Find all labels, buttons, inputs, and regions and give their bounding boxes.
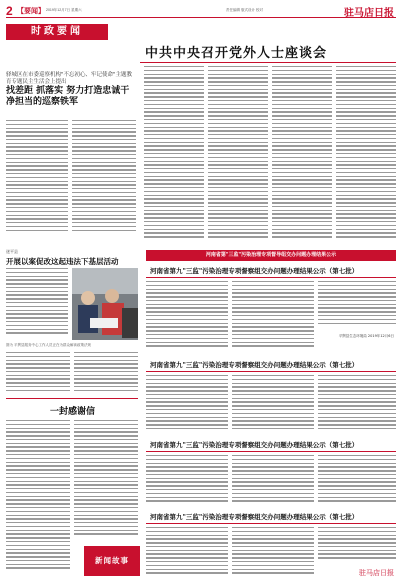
main-headline: 中共中央召开党外人士座谈会 xyxy=(145,46,328,61)
page-header xyxy=(6,4,396,18)
main-article-col3 xyxy=(272,66,332,244)
notice-banner: 河南省第"三监"污染治理专项督导组交办问题办理结果公示 xyxy=(146,250,396,261)
lower-headline: 开展以案促改这起违法下基层活动 xyxy=(6,257,119,266)
notice-3-col3 xyxy=(318,455,396,507)
notice-signature-1: 平舆县生态环境局 2019年12月6日 xyxy=(338,334,394,338)
essay-col2 xyxy=(74,420,138,540)
essay-title: 一封感谢信 xyxy=(50,407,96,417)
notice-2-col3 xyxy=(318,375,396,435)
notice-rule-4 xyxy=(146,523,396,524)
notice-4-col3 xyxy=(318,527,396,563)
essay-rule xyxy=(6,398,138,399)
notice-title-3: 河南省第九"三监"污染治理专项督察组交办问题办理结果公示（第七批） xyxy=(150,441,359,449)
main-article-col2 xyxy=(208,66,268,244)
notice-3-col2 xyxy=(232,455,314,507)
main-article-col4 xyxy=(336,66,396,244)
news-story-box: 新闻故事 xyxy=(84,546,140,576)
notice-1-col3 xyxy=(318,281,396,329)
notice-rule-1 xyxy=(146,277,396,278)
lead-article-col1 xyxy=(6,120,68,238)
editor-line: 责任编辑 版式设计 校对 xyxy=(226,8,263,12)
news-photo xyxy=(72,268,138,340)
notice-1-col1 xyxy=(146,281,228,353)
notice-2-col2 xyxy=(232,375,314,435)
column-banner: 时政要闻 xyxy=(6,24,108,40)
notice-title-2: 河南省第九"三监"污染治理专项督察组交办问题办理结果公示（第七批） xyxy=(150,361,359,369)
notice-title-4: 河南省第九"三监"污染治理专项督察组交办问题办理结果公示（第七批） xyxy=(150,513,359,521)
notice-title-1: 河南省第九"三监"污染治理专项督察组交办问题办理结果公示（第七批） xyxy=(150,267,359,275)
lead-headline: 找差距 抓落实 努力打造忠诚干净担当的巡察铁军 xyxy=(6,86,130,107)
headline-rule xyxy=(140,62,396,63)
lower-article-col3 xyxy=(6,352,70,396)
newspaper-masthead: 驻马店日报 xyxy=(344,8,394,19)
masthead-watermark: 驻马店日报 xyxy=(359,570,394,577)
notice-rule-2 xyxy=(146,371,396,372)
lead-article-col2 xyxy=(72,120,136,238)
notice-4-col2 xyxy=(232,527,314,577)
photo-caption: 图为 平舆县服务中心工作人员正在为群众解读政策法规 xyxy=(6,343,91,347)
main-article-col1 xyxy=(144,66,204,244)
lower-article-col1 xyxy=(6,268,68,340)
notice-2-col1 xyxy=(146,375,228,435)
notice-rule-3 xyxy=(146,451,396,452)
notice-3-col1 xyxy=(146,455,228,507)
section-label: 【要闻】 xyxy=(17,8,45,15)
lower-kicker: 遂平县 xyxy=(6,249,18,254)
page-number: 2 xyxy=(6,4,13,18)
notice-4-col1 xyxy=(146,527,228,577)
essay-col1 xyxy=(6,420,70,576)
lower-article-col4 xyxy=(74,352,138,396)
lead-subhead: 驿城区在市委巡察机构"不忘初心、牢记使命"主题教育专题民主生活会上提出 xyxy=(6,72,133,85)
date-line: 2019年12月7日 星期六 xyxy=(46,8,82,12)
notice-1-col2 xyxy=(232,281,314,353)
